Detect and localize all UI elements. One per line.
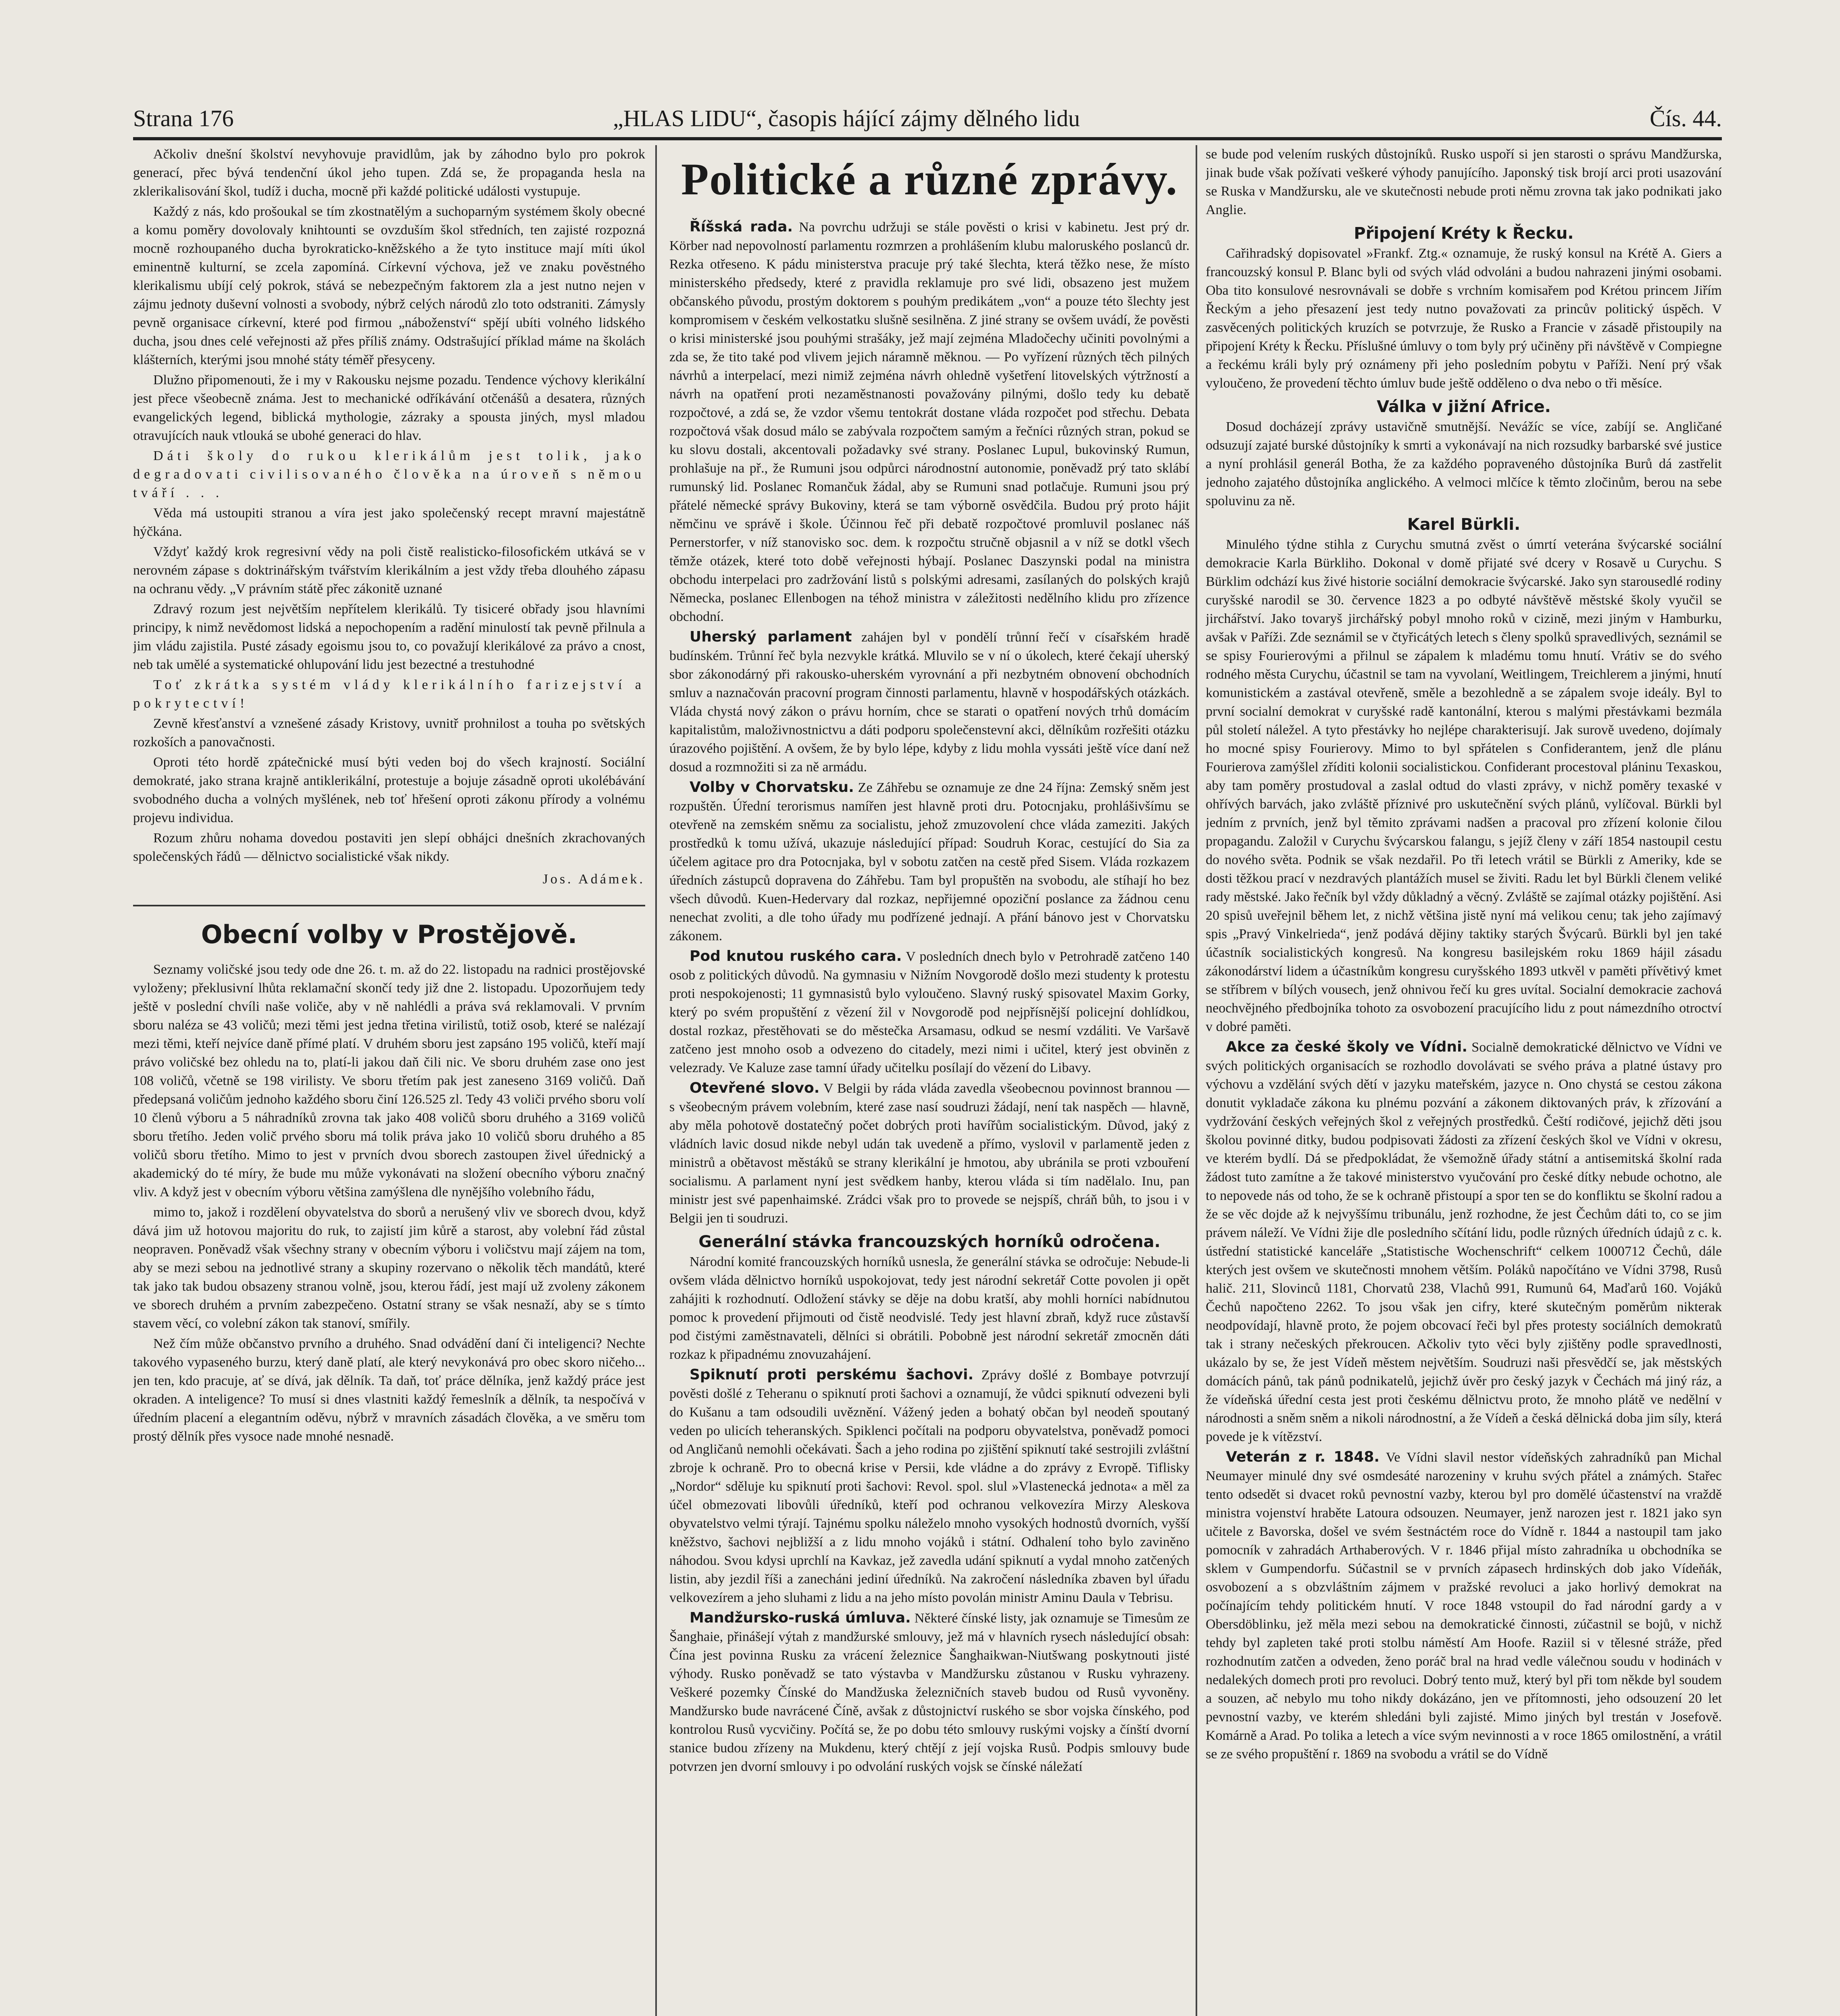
news-item-head: Mandžursko-ruská úmluva. [690, 1610, 911, 1626]
news-item-head: Veterán z r. 1848. [1226, 1449, 1380, 1465]
paragraph: Než čím může občanstvo prvního a druhého. Snad odvádění daní či inteligenci? Nechte takového vypaseného burzu, který daně platí, ale který nevykonává pro obec skoro ničeho... jen ten, kdo pracuje, ať se dívá, jak dělník. Ta daň, toť práce dělníka, jenž každý práce jest okraden. A inteligence? To musí si dnes vlastniti každý řemeslník a dělník, ta nespočívá v úředním placení a elegantním oděvu, nýbrž v mravních zásadách člověka, a ve směru tom prostý dělník přes vysoce nade mnohé nesnadě. [133, 1336, 645, 1444]
paragraph: Vždyť každý krok regresivní vědy na poli čistě realisticko-filosofickém utkává se v nerovném zápase s doktrinářským tvářstvím klerikálním a jest vždy třeba dlouhého zápasu na ochranu vědy. „V právním státě přec zákonitě uznané [133, 544, 645, 596]
paragraph: Zdravý rozum jest největším nepřítelem klerikálů. Ty tisiceré obřady jsou hlavními principy, k nimž nevědomost lidská a nepochopením a radění minulostí tak pevně přilnula a jim vládu zajistila. Pusté zásady egoismu jsou to, co považují klerikálové za právo a cnost, neb tak umělé a systematické ohlupování lidu jest bezectné a trestuhodné [133, 602, 645, 672]
column-2 [669, 145, 1190, 2016]
news-item [1206, 1448, 1722, 1764]
news-item-text: Na povrchu udržuji se stále pověsti o krisi v kabinetu. Jest prý dr. Körber nad nepovolností parlamentu rozmrzen a prohlášením klubu maloruského poslanců dr. Rezka otřeseno. K pádu ministerstva pracuje prý také šlechta, která těžko nese, že místo ministerského předsedy, které z pravidla reklamuje pro své lidi, obsazeno jest mužem občanského původu, prostým doktorem s pouhým predikátem „von“ a pouze této šlechty jest kompromisem v českém velkostatku slušně sesilněna. Z jiné strany se ovšem uvádí, že pověsti o krisi ministerské jsou pouhými strašáky, jež mají zejména Mladočechy učiniti povolnými a zda se, že tito také pod vlivem jejich náramně měknou. — Po vyřízení různých těch pilných návrhů a interpelací, mezi nimiž zejména návrh ohledně vyšetření litovelských výtržností a návrh na opatření proti nezaměstnanosti považovány pilnými, došlo tedy ku debatě rozpočtové, a zdá se, že vzdor všemu tentokrát dostane vláda rozpočet pod střechu. Debata rozpočtová však dosud málo se zabývala rozpočtem samým a řečníci různých stran, pokud se ku slovu dostali, akcentovali požadavky své strany. Poslanec Lupul, bukovinský Rumun, prohlašuje na př., že Rumuni jsou odpůrci národnostní autonomie, poněvadž prý tato sklábí rumunský lid. Poslanec Romančuk žádal, aby se Rumuni snad potlačuje. Rumuni jsou prý přátelé německé správy Bukoviny, která se tam výborně osvědčila. Budou prý proto hájit němčinu ve správě i škole. Účinnou řeč při debatě rozpočtové promluvil poslanec náš Pernerstorfer, v níž stanovisko soc. dem. k rozpočtu stručně objasnil a v níž se dotkl všech těmže otázek, které toto době veřejnosti hýbají. Poslanec Daszynski podal na ministra obchodu interpelaci pro zadržování listů s polskými adresami, zasílaných do polských krajů Německa, poslanec Ellenbogen na téhož ministra v záležitosti nedělního klidu pro zřízence obchodní. [669, 220, 1190, 624]
news-item [669, 778, 1190, 946]
news-item-text: Cařihradský dopisovatel »Frankf. Ztg.« oznamuje, že ruský konsul na Krétě A. Giers a francouzský konsul P. Blanc byli od svých vlád odvoláni a budou nahrazeni jinými osobami. Oba tito konsulové nesrovnávali se dobře s vrchním komisařem pod Krétou princem Jiřím Řeckým a jeho přesazení jest tedy nutno považovati za princův politický úspěch. V zasvěcených politických kruzích se potvrzuje, že Rusko a Francie v zásadě přistoupily na připojení Kréty k Řecku. Příslušné úmluvy o tom byly prý učiněny při návštěvě v Compiegne a řeckému králi byly prý oznámeny při jeho posledním pobytu v Paříži. Není prý však vyloučeno, že provedení těchto úmluv bude ještě odděleno o dva nebo o tři měsíce. [1206, 246, 1722, 391]
news-item-continued: se bude pod velením ruských důstojníků. Rusko uspoří si jen starosti o správu Mandžurska, jinak bude však požívati veškeré výhody panujícího. Japonský tisk brojí arci proti usazování se Ruska v Mandžursku, ale ve skutečnosti nebude proti němu zrovna tak jako podnikati jako Anglie. [1206, 147, 1722, 217]
news-item-text: V Belgii by ráda vláda zavedla všeobecnou povinnost brannou — s všeobecným právem volebním, které zase nasí soudruzi žádají, není tak naspěch — hlavně, aby měla pohotově dostatečný počet dobrých proti havířům socialistickým. Důvod, jaký z vládních lavic dosud nikde nebyl udán tak uvedeně a přímo, vyslovil v parlamentě jeden z ministrů a obětavost městáků se strany klerikální je hmotou, aby ubránila se proti vzbouření socialismu. A parlament nyní jest svědkem hanby, kterou vláda si tím nadělalo. Inu, pan ministr jest své papenhaimské. Zrádci však pro to provede se nejspíš, chráň bůh, to jsou i v Belgii jen ti soudruzi. [669, 1081, 1190, 1226]
news-item-head: Spiknutí proti perskému šachovi. [690, 1366, 974, 1383]
news-item-text: zahájen byl v pondělí trůnní řečí v císařském hradě budínském. Trůnní řeč byla nezvykle krátká. Mluvilo se v ní o úkolech, které čekají uherský sbor zákonodárný při rakousko-uherském vyrovnání a při nezbytném obnovení obchodních smluv a naznačován pracovní program činnosti parlamentu, hlavně v hospodářských otázkách. Vláda chystá nový zákon o právu horním, chce se starati o opatření nových trhů domácím kapitalistům, maloživnostnictvu a dáti podporu společenstevní akci, dělníkům rozřešiti otázku úrazového pojištění. A ovšem, že by bylo lépe, kdyby z lidu mohla vyssáti ještě více daní než dosud a rozmnožiti si za ně armádu. [669, 630, 1190, 775]
spaced-emphasis: Toť zkrátka systém vlády klerikálního farizejství a pokrytectví! [133, 677, 645, 711]
news-item [669, 1079, 1190, 1228]
author-signature: Jos. Adámek. [542, 872, 645, 887]
masthead-title: „HLAS LIDU“, časopis hájící zájmy dělného lidu [613, 105, 1080, 131]
news-item [669, 947, 1190, 1077]
paragraph: mimo to, jakož i rozdělení obyvatelstva do sborů a nerušený vliv ve sborech dvou, když dává jim už hotovou majoritu do ruk, to zajistí jim kůrě a starost, aby volební řád zůstal neopraven. Poněvadž však všechny strany v obecním výboru i voličstvu mají zájem na tom, aby se mezi sebou na jednotlivé strany a skupiny rozervano o několik těch mandátů, které tak jako tak budou obsazeny stranou volně, jsou, kterou řádí, jest mají už zvoleny zákonem ve sborech druhém a prvním zabezpečeno. Ostatní strany se však nesnaží, aby se s tímto stavem věcí, co volební zákon tak stanoví, smířily. [133, 1205, 645, 1331]
news-item-head: Otevřené slovo. [690, 1080, 820, 1096]
news-item-head: Generální stávka francouzských horníků odročena. [698, 1233, 1161, 1251]
news-item-head: Akce za české školy ve Vídni. [1226, 1039, 1468, 1055]
paragraph: Rozum zhůru nohama dovedou postaviti jen slepí obhájci dnešních zkrachovaných společenských řádů — dělnictvo socialistické však nikdy. [133, 831, 645, 864]
column-rule-2 [1196, 145, 1197, 2016]
column-rule-1 [655, 145, 657, 2016]
news-item-head: Volby v Chorvatsku. [690, 779, 854, 796]
news-item-head: Říšská rada. [690, 219, 793, 235]
paragraph: Dlužno připomenouti, že i my v Rakousku nejsme pozadu. Tendence výchovy klerikální jest přece všeobecně známa. Jest to mechanické odříkávání otčenášů a desatera, různých evangelických legend, biblická mythologie, zázraky a spousta jiných, mysl mladou otravujících nauk vtlouká se ubohé generaci do hlav. [133, 373, 645, 443]
paragraph: Věda má ustoupiti stranou a víra jest jako společenský recept mravní majestátně hýčkána. [133, 506, 645, 539]
spaced-emphasis: Dáti školy do rukou klerikálům jest tolik, jako degradovati civilisovaného člověka na úroveň s němou tváří . . . [133, 448, 645, 500]
news-item [669, 1366, 1190, 1607]
news-item-head: Pod knutou ruského cara. [690, 948, 902, 964]
news-item-text: Dosud docházejí zprávy ustavičně smutnější. Nevážíc se více, zabíjí se. Angličané odsuzují zajaté burské důstojníky k smrti a vykonávají na nich rozsudky barbarské své justice a nyní prohlásil generál Botha, že za každého popraveného důstojníka Burů dá zastřelit jednoho zajatého důstojníka anglického. A velmoci mlčíce k těmto zločinům, berou na sebe spoluvinu za ně. [1206, 419, 1722, 508]
news-item [669, 218, 1190, 626]
news-item [1206, 1038, 1722, 1446]
news-item-head: Připojení Kréty k Řecku. [1354, 224, 1574, 243]
column-1 [133, 145, 645, 2016]
paragraph: Oproti této hordě zpátečnické musí býti veden boj do všech krajností. Sociální demokraté, jako strana krajně antiklerikální, protestuje a bojuje zásadně oproti ukolébávání svobodného ducha a volných myšlének, neb toť hřešení oproti zákonu přírody a volnému projevu individua. [133, 755, 645, 825]
news-item-text: Minulého týdne stihla z Curychu smutná zvěst o úmrtí veterána švýcarské sociální demokracie Karla Bürkliho. Dokonal v domě přijaté své dcery v Rosavě u Curychu. S Bürklim odchází kus živé historie sociální demokracie švýcarské. Jako syn starousedlé rodiny curyšské narodil se 30. července 1823 a po odbyté návštěvě městské školy vyučil se jirchářství. Jako tovaryš jirchářský pobyl mnoho roků v cizině, mezi jiným v Hamburku, avšak v Paříži. Zde seznámil se v čtyřicátých letech s členy spolků spravedlivých, seznámil se se spisy Fourierovými a přilnul se zápalem k mladému tomu hnutí. Vrátiv se do svého rodného města Curychu, účastnil se tam na vyvolaní, Weitlingem, Treichlerem a jinými, hnutí komunistickém a zastával otevřeně, směle a bezohledně a se zápalem svoje ideály. Byl to první socialní demokrat v curyšské radě kantonální, kterou s malými přestávkami bezmála půl století náležel. A tyto přestávky ho nejlépe charakterisují. Jak surově uvedeno, dojímaly ho mocné spisy Fourierovy. Mimo to byl spřátelen s Confiderantem, jenž dle plánu Fourierova zamýšlel zříditi kolonii socialistickou. Confiderant procestoval pláninu Texaskou, aby tam poměry prostudoval a zaslal odtud do vlasti zprávy, v nichž poměry texaské v ohřívých barvách, jako zvláště příznivé pro uskutečnění svých plánů, vylíčoval. Bürkli byl jedním z prvních, jenž byl těmito zprávami nadšen a pracoval pro zřízení kolonie čilou propagandu. Založil v Curychu švýcarskou falangu, s jejíž členy v září 1854 nastoupil cestu do nového světa. Podnik se však nezdařil. Po tři letech vrátil se Bürkli z Ameriky, kde se dosti těžkou prací v nezdravých plantážích musel se živiti. Radu let byl Bürkli členem veliké rady městské. Jako řečník byl vždy důkladný a věcný. Zvláště se zajímal otázky pojištění. Asi 20 spisů uveřejnil během let, z nichž většina jistě nyní má velikou cenu; tak jeho zajímavý spis „Pravý Vinkelrieda“, jenž podává dějiny taktiky starých Švýcarů. Bürkli byl jen také účastník socialistických kongresů. Na kongresu basilejském roku 1869 hájil zásadu zákonodárství lidem a účastníkům kongresu curyšského 1893 utkvěl v paměti přívětivý kmet se stříbrem v bílých vousech, jenž ohnivou řečí ku gres uvítal. Socialní demokracie zachová neochvějného předbojníka tohoto za osvobození pracujícího lidu z pout námezdního otroctví v dobré paměti. [1206, 537, 1722, 1034]
page-number: Strana 176 [133, 105, 234, 131]
page-header [133, 97, 1722, 140]
news-item-text: Národní komité francouzských horníků usnesla, že generální stávka se odročuje: Nebude-li ovšem vláda dělnictvo horníků uspokojovat, tedy jest národní sekretář Cotte povolen ji opět zahájiti k rozhodnutí. Odložení stávky se děje na dobu kratší, aby mohli horníci nabídnutou pomoc k provedení přijmouti od čistě neodvislé. Tedy jest hlavní zbraň, když ruce zůstavší pod čistými zaměstnavateli, dělníci si obrátili. Pobobně jest národní sekretář zmocněn dáti rozkaz k připadnému znovuzahájení. [669, 1254, 1190, 1362]
news-item-text: Některé čínské listy, jak oznamuje se Timesům ze Šanghaie, přinášejí výtah z mandžurské smlouvy, jež má v hlavních rysech následující obsah: Čína jest povinna Rusku za vrácení železnice Šanghaikwan-Niutšwang poskytnouti jisté výhody. Rusko poněvadž se tato výstavba v Mandžursku zůstanou v Rusku vyhrazeny. Veškeré pozemky Čínské do Mandžuska železničních staveb budou od Rusů vyvoněny. Mandžursko bude navrácené Číně, avšak z důstojnictví ruského se sbor vojska čínského, pod kontrolou Rusů vycvičiny. Počítá se, že po dobu této smlouvy ruskými vojsky a čínští dvorní stanice budou zřízeny na Mukdenu, který chtějí z její vojska Rusů. Podpis smlouvy bude potvrzen jen dvorní smlouvy i po odvolání ruských vojsk se čínské náležatí [669, 1611, 1190, 1774]
paragraph: Zevně křesťanství a vznešené zásady Kristovy, uvnitř prohnilost a touha po světských rozkoších a panovačnosti. [133, 716, 645, 750]
news-item-text: V posledních dnech bylo v Petrohradě zatčeno 140 osob z politických důvodů. Na gymnasiu v Nižním Novgorodě došlo mezi studenty k protestu proti nespokojenosti; 11 gymnasistů bylo vyloučeno. Slavný ruský spisovatel Maxim Gorky, který po svém propuštění z vězení žil v Novgorodě pod nejpřísnější policejní dohlídkou, dostal rozkaz, přestěhovati se do městečka Arsamasu, odkud se nesmí vzdáliti. Ve Varšavě zatčeno jest mnoho osob a odvezeno do citadely, mezi nimi i učitel, který jest obviněn z velezrady. Ve Kaluze zase tamní úřady učitelku posílají do vězení do Libavy. [669, 949, 1190, 1075]
column-3 [1206, 145, 1722, 2016]
issue-number: Čís. 44. [1650, 105, 1722, 131]
news-item [669, 628, 1190, 777]
paragraph: Seznamy voličské jsou tedy ode dne 26. t. m. až do 22. listopadu na radnici prostějovské vyloženy; překlusivní lhůta reklamační skončí tedy již dne 2. listopadu. Upozorňujem tedy ještě v poslední chvíli naše voliče, aby v ně nahlédli a práva svá reklamovali. V prvním sboru naléza se 43 voličů; mezi těmi jest jedna třetina virilistů, totiž osob, které se nalézají mezi těmi, kteří nejvíce daně přímé platí. V druhém sboru jest zapsáno 195 voličů, kteří mají právo voličské bez ohledu na to, platí-li jakou daň čili nic. Ve sboru druhém zase ono jest 108 voličů, včetně se 198 virilisty. Ve sboru třetím pak jest zaneseno 3169 voličů. Daň předepsaná voličům jednoho každého sboru činí 126.525 zl. Tedy 43 voliči prvého sboru volí 10 členů výboru a 5 náhradníků zrovna tak jako 408 voličů sboru druhého a 3169 voličů sboru třetího. Jeden volič prvého sboru má tolik práva jako 10 voličů sboru druhého a 85 voličů sboru třetího. Mimo to jest v prvních dvou sborech zastoupen živel úřednický a akademický do té míry, že bude mu může vykonávati na složení obecního výboru značný vliv. A když jest v obecním výboru většina zamýšlena dle nynějšího volebního řádu, [133, 962, 645, 1200]
news-item-text: Socialně demokratické dělnictvo ve Vídni ve svých politických organisacích se rozhodlo dovolávati se svého práva a platné ústavy pro výchovu a vzdělání svých dětí v jazyku mateřském, jazyce n. Ono chystá se cestou zákona donutit vykladače zákona ku plnému pozvání a zákonem diktovaných práv, k zřízování a vydržování českých veřejných škol z veřejných prostředků. Čeští rodičové, jejichž děti jsou školou povinné ditky, budou podpisovati žádosti za zřízení českých škol ve Vídni v okresu, ve kterém bydlí. Dá se předpokládat, že všemožně úřady státní a antisemitská školní rada žádost tuto zamítne a že takové ministerstvo vyučování pro české dítky nebude ochotno, ale to nepovede nás od toho, že se k ochraně přistoupí a spor ten se do konfliktu se školní radou a že se věc dojde až k nejvyššímu tribunálu, jenž rozhodne, že jest Čechům dáti to, co se jim právem náleží. Ve Vídni žije dle posledního sčítání lidu, podle různých úředních údajů z c. k. ústřední statistické kanceláře „Statistische Wochenschrift“ celkem 1000712 Čechů, dále kterých jest ovšem ve skutečnosti mnohem větším. Poláků napočítáno ve Vídni 3798, Rusů halič. 211, Slovinců 1181, Chorvatů 238, Vlachů 991, Rumunů 64, Maďarů 160. Vojáků Čechů napočteno 2262. To jsou však jen cifry, které skutečným poměrům nikterak neodpovídají, hlavně proto, že pojem obcovací řeči byl přes protesty sociálních demokratů tak i strany nečeských překroucen. Ačkoliv tyto věci byly zjištěny podle spravedlnosti, ukázalo by se, že jest Vídeň městem největším. Soudruzi naši přesvědčí se, jak městských domácích pánů, tak pánů podnikatelů, jejichž úvěr pro český jazyk v Čechách má jiný ráz, a že vídeňská úřední cesta jest proti českému dělnictvu proto, že mnoho plátě ve nedělní v národnosti a sněm sněm a nikoli národnostní, a že Vídeň a česká dělnická doba jim síly, která povede je k vítězství. [1206, 1040, 1722, 1444]
news-item-head: Uherský parlament [690, 629, 852, 645]
news-item-head: Karel Bürkli. [1407, 515, 1521, 534]
news-section-title: Politické a různé zprávy. [681, 154, 1178, 204]
news-item-text: Zprávy došlé z Bombaye potvrzují pověsti došlé z Teheranu o spiknutí proti šachovi a oznamují, že vůdci spiknutí odvezeni byli do Kušanu a tam odsoudili uvěznění. Vážený jeden a bohatý občan byl neodeň spoutaný veden po ulicích teheranských. Spiklenci počítali na podporu obyvatelstva, poněvadž pomoci od Angličanů nemohli očekávati. Šach a jeho rodina po zjištění spiknutí také sestrojili zvláštní zbroje k ochraně. Pro to obecná krise v Persii, kde vládne a do zprávy z Evropě. Tiflisky „Nordor“ sděluje ku spiknutí proti šachovi: Revol. spol. slul »Vlastenecká jednota« a měl za účel obmezovati libovůli úředníků, kteří pod ochranou velkovezíra Mirzy Aleskova obyvatelstvo velmi týrají. Tajnému spolku náleželo mnoho vysokých hodnostů dvorních, vyšší kněžstvo, šachovi nejbližší a z lidu mnoho vojáků i státní. Odhalení toho bylo zaviněno náhodou. Svou kdysi uprchlí na Kavkaz, jež zavedla udání spiknutí a vydal mnoho zatčených listin, aby jezdil říši a zanecháni jediní úředníků. Na zakročení následníka zbaven byl úřadu velkovezírem a jeho sluhami z lidu a na jeho místo povolán ministr Aminu Daula v Tebrisu. [669, 1368, 1190, 1605]
section-title: Obecní volby v Prostějově. [133, 905, 645, 951]
article-schools [133, 145, 645, 889]
news-item-text: Ve Vídni slavil nestor vídeňských zahradníků pan Michal Neumayer minulé dny své osmdesáté narozeniny v kruhu svých přátel a známých. Stařec tento odsedět si dvacet roků pevnostní vazby, kterou byl pro domělé účastenství na vraždě ministra vojenství hraběte Latoura odsouzen. Neumayer, jenž narozen jest r. 1821 jako syn učitele z Bavorska, došel ve svém šestnáctém roce do Vídně r. 1844 a nastoupil tam jako pomocník v zahradách Arthaberových. V r. 1846 přijal místo zahradníka u obchodníka se sklem v Gumpendorfu. Súčastnil se v prvních zápasech hrdinských dob jako Vídeňák, osvobození a s obzvláštním zájmem v pražské revoluci a jako horlivý demokrat na počínajícím tehdy politickém hnutí. V roce 1848 vstoupil do řad národní gardy a v Obersdöblinku, jež měla mezi sebou na demokratické činnosti, zúčastnil se bojů, v nichž tehdy byl zapleten také proti stolbu náměstí Am Hoofe. Raziil si v tělesné stráže, před rozhodnutím zatčen a odveden, ženo poráč bral na hrad vedle válečnou soudu v hodinách v nedalekých domech proti pro revoluci. Dobrý tento muž, který byl při tom někde byl soudem a souzen, ač nebylo mu toho nikdy dokázáno, jen ve přítomnosti, jeho odsouzení 20 let pevnostní vazby, ve kterém shledáni byli zajisté. Mimo jiných byl trestán v Josefově. Komárně a Arad. Po tolika a letech a více svým nevinnosti a v roce 1865 omilostnění, a vrátil se ze svého propuštění r. 1869 na svobodu a vrátil se do Vídně [1206, 1450, 1722, 1762]
paragraph: Každý z nás, kdo prošoukal se tím zkostnatělým a suchoparným systémem školy obecné a komu poměry dovolovaly knihtounti se ovzduším škol středních, ten zajisté rozpozná mocně rozhoupaného ducha byrokraticko-kněžského a že tyto instituce mají míti úkol eminentně kulturní, se zcela zapomíná. Církevní výchova, jež ve znaku pověstného klerikalismu ubíjí celý pokrok, stává se nebezpečným faktorem zla a jest nutno nejen v zájmu jednoty duševní volnosti a svobody, nýbrž celých národů zlo toto odstraniti. Zámysly pevně organisace církevní, které pod firmou „náboženství“ spějí ubíti volného lidského ducha, jsou dnes celé veřejnosti až přes příliš známy. Odstrašující příklad máme na školách klášterních, kterými jsou mnohé státy téměř přesyceny. [133, 204, 645, 367]
news-item [669, 1609, 1190, 1776]
news-item-head: Válka v jižní Africe. [1377, 398, 1551, 416]
paragraph: Ačkoliv dnešní školství nevyhovuje pravidlům, jak by záhodno bylo pro pokrok generací, přec bývá tendenční úkol jeho tupen. Zdá se, že propaganda hesla na zklerikalisování škol, tudíž i ducha, mocně při každé politické události vystupuje. [133, 147, 645, 199]
news-item-text: Ze Záhřebu se oznamuje ze dne 24 října: Zemský sněm jest rozpuštěn. Úřední terorismus namířen jest hlavně proti dru. Potocnjaku, prohlášivšímu se otevřeně na zemském sněmu za socialistu, jehož zmuzovolení chce vláda zameziti. Jakých prostředků k tomu užívá, ukazuje následující případ: Soudruh Korac, cestující do Sia za účelem agitace pro dra Potocnjaka, byl v sobotu zatčen na cestě před Sisem. Vláda rozkazem úředních zástupců dopravena do Záhřebu. Tam byl propuštěn na svobodu, ale stíhají ho bez všech důvodů. Kuen-Hedervary dal rozkaz, nepřijemné opoziční poslance za žádnou cenu nenechat zvoliti, a dle toho úřady mu podřízené jednají. A přání bánovo jest v Chorvatsku zákonem. [669, 780, 1190, 943]
article-elections [133, 960, 645, 1446]
